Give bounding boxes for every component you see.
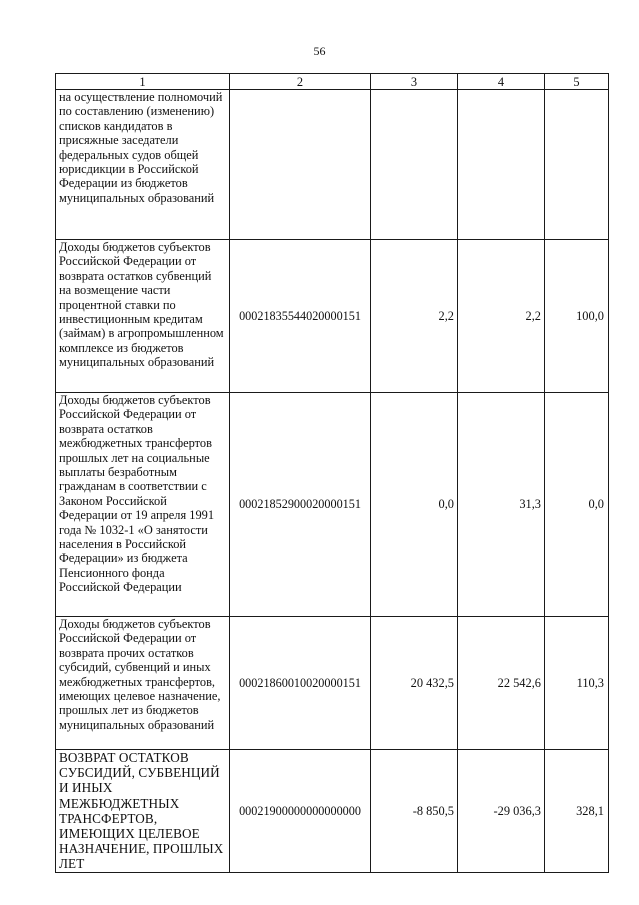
row-percent-value: 110,3 <box>545 617 609 750</box>
row-percent-value: 0,0 <box>545 393 609 617</box>
row-name: Доходы бюджетов субъектов Российской Федерации от возврата прочих остатков субсидий, субвенций и иных межбюджетных трансфертов, имеющих целевое назначение, прошлых лет из бюджетов муниципальных образований <box>56 617 230 750</box>
header-col-4: 4 <box>458 74 545 90</box>
row-name: на осуществление полномочий по составлению (изменению) списков кандидатов в присяжные заседатели федеральных судов общей юрисдикции в Российской Федерации из бюджетов муниципальных образований <box>56 90 230 240</box>
row-percent-value <box>545 90 609 240</box>
row-name: ВОЗВРАТ ОСТАТКОВ СУБСИДИЙ, СУБВЕНЦИЙ И ИНЫХ МЕЖБЮДЖЕТНЫХ ТРАНСФЕРТОВ, ИМЕЮЩИХ ЦЕЛЕВОЕ НАЗНАЧЕНИЕ, ПРОШЛЫХ ЛЕТ <box>56 750 230 873</box>
row-actual-value: -29 036,3 <box>458 750 545 873</box>
row-code: 00021835544020000151 <box>230 240 371 393</box>
budget-table <box>55 73 609 873</box>
table-row <box>56 90 609 240</box>
row-plan-value: -8 850,5 <box>371 750 458 873</box>
row-actual-value: 22 542,6 <box>458 617 545 750</box>
row-code: 00021852900020000151 <box>230 393 371 617</box>
row-plan-value: 2,2 <box>371 240 458 393</box>
row-code: 00021900000000000000 <box>230 750 371 873</box>
header-col-5: 5 <box>545 74 609 90</box>
header-col-1: 1 <box>56 74 230 90</box>
row-actual-value: 31,3 <box>458 393 545 617</box>
row-actual-value <box>458 90 545 240</box>
row-actual-value: 2,2 <box>458 240 545 393</box>
table-row <box>56 393 609 617</box>
table-row <box>56 617 609 750</box>
row-percent-value: 100,0 <box>545 240 609 393</box>
row-percent-value: 328,1 <box>545 750 609 873</box>
row-name: Доходы бюджетов субъектов Российской Федерации от возврата остатков субвенций на возмещение части процентной ставки по инвестиционным кредитам (займам) в агропромышленном комплексе из бюджетов муниципальных образований <box>56 240 230 393</box>
row-plan-value: 20 432,5 <box>371 617 458 750</box>
row-code <box>230 90 371 240</box>
header-col-2: 2 <box>230 74 371 90</box>
table-row <box>56 750 609 873</box>
header-col-3: 3 <box>371 74 458 90</box>
row-code: 00021860010020000151 <box>230 617 371 750</box>
row-plan-value <box>371 90 458 240</box>
table-row <box>56 240 609 393</box>
header-row <box>56 74 609 90</box>
row-plan-value: 0,0 <box>371 393 458 617</box>
row-name: Доходы бюджетов субъектов Российской Федерации от возврата остатков межбюджетных трансфертов прошлых лет на социальные выплаты безработным гражданам в соответствии с Законом Российской Федерации от 19 апреля 1991 года № 1032-1 «О занятости населения в Российской Федерации» из бюджета Пенсионного фонда Российской Федерации <box>56 393 230 617</box>
page-number: 56 <box>313 44 326 58</box>
